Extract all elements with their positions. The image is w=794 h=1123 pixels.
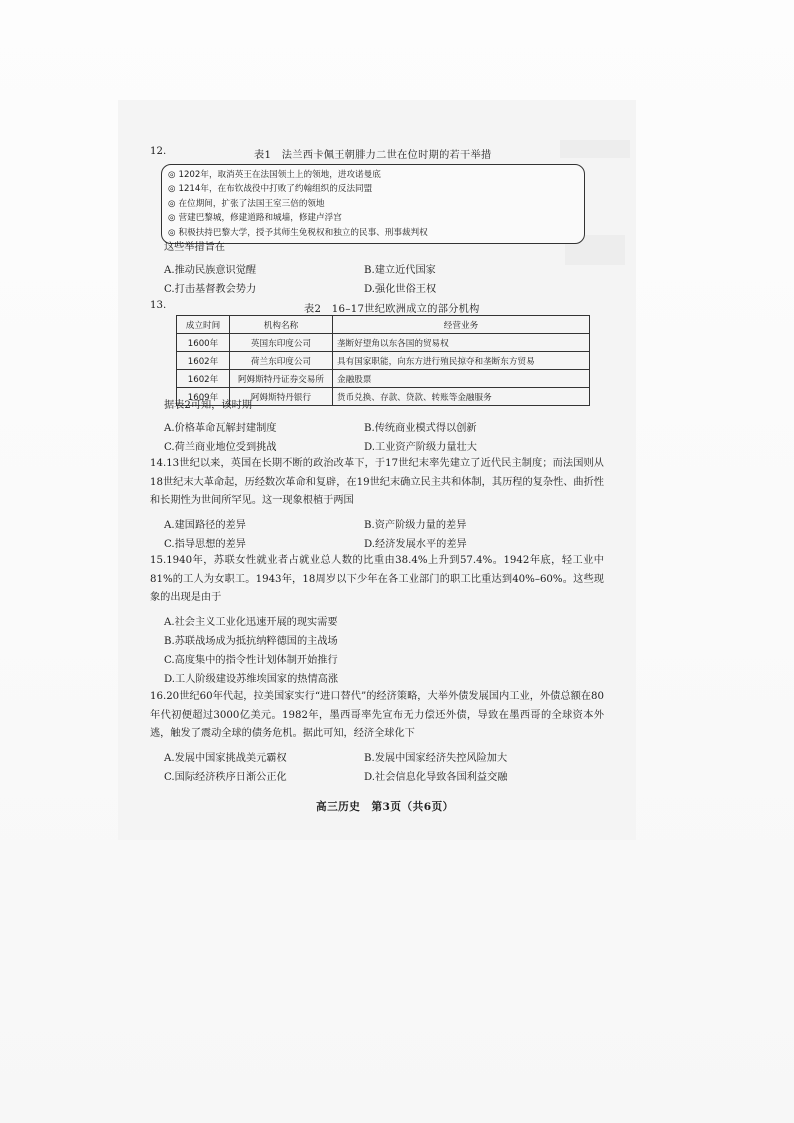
cell-business: 货币兑换、存款、贷款、转账等金融服务 xyxy=(333,388,590,406)
cell-date: 1600年 xyxy=(177,334,230,352)
bullet-icon: ◎ xyxy=(168,184,176,195)
option-b[interactable]: B.苏联战场成为抵抗纳粹德国的主战场 xyxy=(164,636,338,647)
cell-name: 阿姆斯特丹证券交易所 xyxy=(230,370,333,388)
measure-item: ◎ 营建巴黎城，修建道路和城墙，修建卢浮宫 xyxy=(168,213,342,224)
option-d[interactable]: D.经济发展水平的差异 xyxy=(364,539,467,550)
option-a[interactable]: A.价格革命瓦解封建制度 xyxy=(164,423,277,434)
option-c[interactable]: C.指导思想的差异 xyxy=(164,539,246,550)
question-15-text: 15.1940年，苏联女性就业者占就业总人数的比重由38.4%上升到57.4%。1942年底，轻工业中81%的工人为女职工。1943年，18周岁以下少年在各工业部门的职工比重达到40%–60%。这些现象的出现是由于 xyxy=(150,555,604,603)
cell-business: 垄断好望角以东各国的贸易权 xyxy=(333,334,590,352)
table-row xyxy=(177,352,590,370)
option-b[interactable]: B.资产阶级力量的差异 xyxy=(364,520,467,531)
header-business: 经营业务 xyxy=(333,316,590,334)
cell-name: 英国东印度公司 xyxy=(230,334,333,352)
bullet-icon: ◎ xyxy=(168,213,176,224)
option-b[interactable]: B.发展中国家经济失控风险加大 xyxy=(364,753,508,764)
option-c[interactable]: C.高度集中的指令性计划体制开始推行 xyxy=(164,655,338,666)
option-d[interactable]: D.强化世俗王权 xyxy=(364,284,437,295)
cell-name: 荷兰东印度公司 xyxy=(230,352,333,370)
question-14-text: 14.13世纪以来，英国在长期不断的政治改革下，于17世纪末率先建立了近代民主制度；而法国则从18世纪末大革命起，历经数次革命和复辟，在19世纪末确立民主共和体制，其历程的复杂性、曲折性和长期性为世间所罕见。这一现象根植于两国 xyxy=(150,458,604,506)
question-12-number: 12. xyxy=(150,146,167,157)
option-a[interactable]: A.社会主义工业化迅速开展的现实需要 xyxy=(164,617,338,628)
page-footer: 高三历史 第3页（共6页） xyxy=(316,801,454,813)
cell-date: 1602年 xyxy=(177,370,230,388)
cell-business: 具有国家职能，向东方进行殖民掠夺和垄断东方贸易 xyxy=(333,352,590,370)
bullet-icon: ◎ xyxy=(168,170,176,180)
question-12-stem: 这些举措旨在 xyxy=(164,242,226,253)
header-name: 机构名称 xyxy=(230,316,333,334)
table-1-caption: 表1 法兰西卡佩王朝腓力二世在位时期的若干举措 xyxy=(254,150,492,161)
table-row xyxy=(177,370,590,388)
option-d[interactable]: D.工业资产阶级力量壮大 xyxy=(364,442,477,453)
option-b[interactable]: B.传统商业模式得以创新 xyxy=(364,423,477,434)
cell-date: 1602年 xyxy=(177,352,230,370)
option-d[interactable]: D.社会信息化导致各国利益交融 xyxy=(364,772,508,783)
cell-business: 金融股票 xyxy=(333,370,590,388)
option-b[interactable]: B.建立近代国家 xyxy=(364,265,436,276)
question-13-stem: 据表2可知，该时期 xyxy=(164,400,252,411)
option-a[interactable]: A.推动民族意识觉醒 xyxy=(164,265,257,276)
option-d[interactable]: D.工人阶级建设苏维埃国家的热情高涨 xyxy=(164,674,339,685)
table-2-caption: 表2 16–17世纪欧洲成立的部分机构 xyxy=(304,304,480,315)
measure-item: ◎ 1202年，取消英王在法国领土上的领地，进攻诺曼底 xyxy=(168,170,381,180)
measure-item: ◎ 积极扶持巴黎大学，授予其师生免税权和独立的民事、刑事裁判权 xyxy=(168,227,428,238)
scan-smudge xyxy=(560,140,630,158)
bullet-icon: ◎ xyxy=(168,227,176,238)
cell-name: 阿姆斯特丹银行 xyxy=(230,388,333,406)
option-c[interactable]: C.打击基督教会势力 xyxy=(164,284,257,295)
option-c[interactable]: C.荷兰商业地位受到挑战 xyxy=(164,442,277,453)
option-a[interactable]: A.发展中国家挑战美元霸权 xyxy=(164,753,287,764)
bullet-icon: ◎ xyxy=(168,198,176,209)
question-16-text: 16.20世纪60年代起，拉美国家实行“进口替代”的经济策略，大举外债发展国内工业，外债总额在80年代初便超过3000亿美元。1982年，墨西哥率先宣布无力偿还外债，导致在墨西哥的全球资本外逃，触发了震动全球的债务危机。据此可知，经济全球化下 xyxy=(150,691,604,739)
cell-date: 1609年 xyxy=(177,388,230,406)
option-c[interactable]: C.国际经济秩序日渐公正化 xyxy=(164,772,287,783)
header-date: 成立时间 xyxy=(177,316,230,334)
question-13-number: 13. xyxy=(150,300,167,311)
measures-box xyxy=(161,164,585,244)
institutions-table xyxy=(176,315,590,406)
table-row xyxy=(177,334,590,352)
measure-item: ◎ 1214年，在布钦战役中打败了约翰组织的反法同盟 xyxy=(168,184,373,195)
option-a[interactable]: A.建国路径的差异 xyxy=(164,520,246,531)
table-header-row xyxy=(177,316,590,334)
measure-item: ◎ 在位期间，扩张了法国王室三倍的领地 xyxy=(168,198,325,209)
